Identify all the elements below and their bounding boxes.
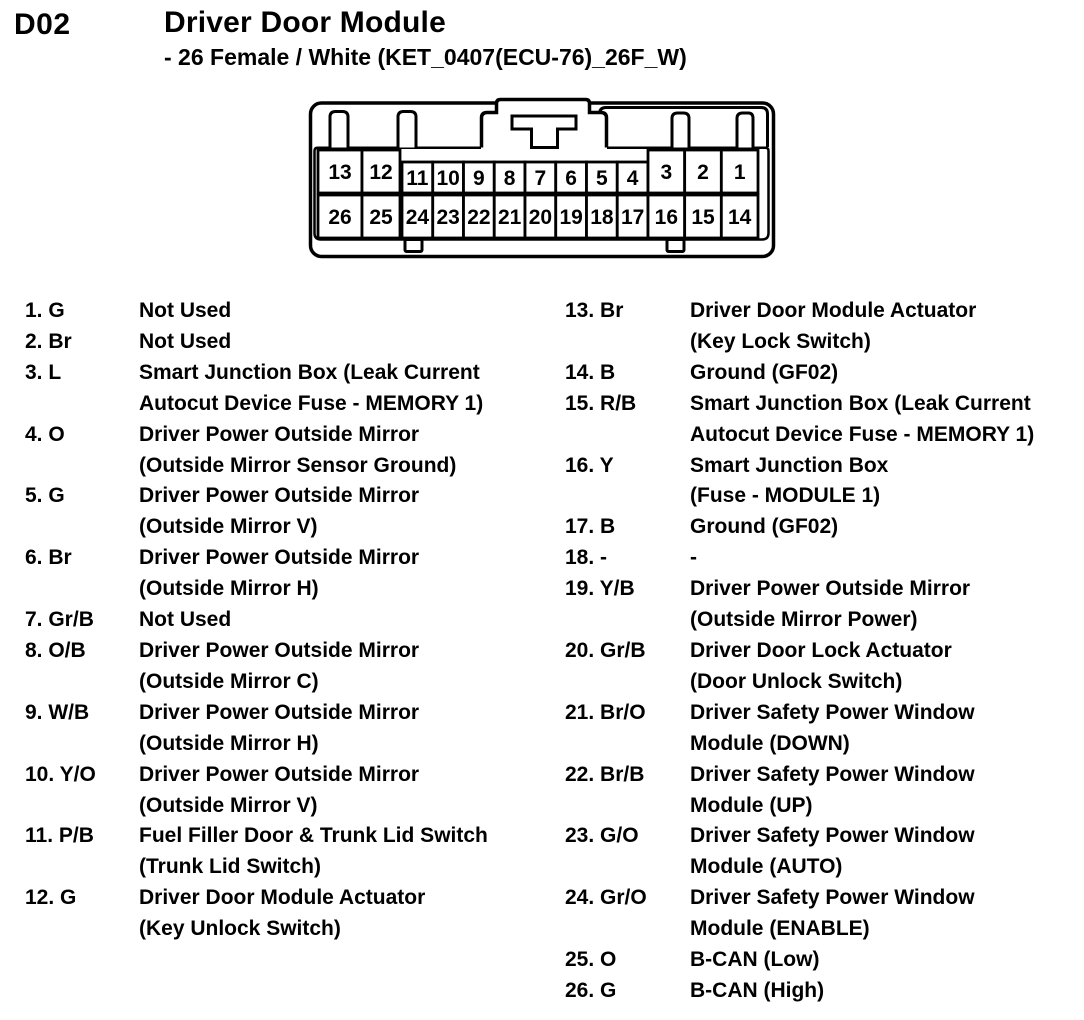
pin-description: Smart Junction Box (Leak Current Autocut Device Fuse - MEMORY 1): [139, 360, 484, 415]
connector-pin-grid: [318, 150, 758, 238]
pin-description: B-CAN (Low): [690, 948, 820, 972]
pin-label: 12. G: [25, 886, 77, 910]
pin-label: 21. Br/O: [565, 700, 646, 724]
connector-pin-number: 20: [528, 206, 553, 229]
pin-label: 23. G/O: [565, 824, 639, 848]
pin-description: Driver Power Outside Mirror (Outside Mirror H): [139, 700, 420, 755]
connector-pin-number: 22: [467, 206, 491, 229]
pin-description: Ground (GF02): [690, 360, 839, 384]
pin-row: [25, 420, 555, 482]
pin-label: 26. G: [565, 978, 617, 1002]
connector-pin-number: 1: [733, 161, 746, 184]
pin-description: B-CAN (High): [690, 978, 825, 1002]
pin-label: 14. B: [565, 360, 616, 384]
pin-description: -: [690, 546, 697, 570]
pin-row: [565, 698, 1084, 760]
connector-pin-number: 6: [565, 167, 577, 190]
pin-row: [565, 976, 1084, 1007]
pin-description: Driver Door Module Actuator (Key Lock Switch): [690, 299, 977, 353]
connector-pin-number: 23: [436, 206, 460, 229]
pin-description: Ground (GF02): [690, 515, 839, 539]
pin-description: Driver Safety Power Window Module (UP): [690, 762, 975, 817]
pin-label: 18. -: [565, 546, 608, 570]
pin-row: [25, 605, 555, 636]
pin-label: 7. Gr/B: [25, 608, 94, 632]
pin-label: 15. R/B: [565, 391, 637, 415]
pin-label: 1. G: [25, 299, 65, 322]
pin-label: 16. Y: [565, 453, 614, 477]
pin-description: Driver Safety Power Window Module (AUTO): [690, 824, 975, 879]
pin-row: [565, 574, 1084, 636]
connector-pin-number: 11: [406, 167, 429, 190]
pin-label: 3. L: [25, 360, 62, 384]
pin-description: Driver Power Outside Mirror (Outside Mirror V): [139, 762, 420, 817]
connector-pin-number: 7: [534, 167, 547, 190]
pin-label: 4. O: [25, 422, 65, 446]
pin-label: 25. O: [565, 948, 617, 972]
pin-description: Driver Power Outside Mirror (Outside Mirror C): [139, 638, 420, 693]
connector-pin-number: 14: [727, 206, 752, 229]
pin-description: Driver Power Outside Mirror (Outside Mirror H): [139, 546, 420, 601]
pin-row: [565, 945, 1084, 976]
connector-pin-number: 25: [369, 206, 393, 229]
pin-label: 11. P/B: [25, 824, 94, 848]
pin-row: [25, 698, 555, 760]
pin-row: [565, 543, 1084, 574]
pin-label: 9. W/B: [25, 700, 90, 724]
pin-label: 24. Gr/O: [565, 886, 647, 910]
pin-list-left: [25, 296, 555, 945]
connector-pin-number: 3: [660, 161, 673, 184]
connector-pin-number: 18: [590, 206, 614, 229]
pin-row: [565, 358, 1084, 389]
connector-bottom-tab: [667, 240, 684, 252]
pin-row: [565, 296, 1084, 358]
pin-row: [565, 451, 1084, 513]
pin-label: 10. Y/O: [25, 762, 96, 786]
connector-pin-number: 19: [559, 206, 583, 229]
pin-row: [25, 543, 555, 605]
connector-spec: - 26 Female / White (KET_0407(ECU-76)_26F_W): [164, 44, 687, 70]
page-title: Driver Door Module: [164, 6, 446, 39]
connector-pin-number: 2: [697, 161, 709, 184]
connector-pin-number: 10: [436, 167, 460, 190]
pin-description: Fuel Filler Door & Trunk Lid Switch (Trunk Lid Switch): [139, 824, 488, 879]
pin-row: [25, 358, 555, 420]
pin-description: Driver Power Outside Mirror (Outside Mirror Sensor Ground): [139, 422, 457, 477]
pin-label: 2. Br: [25, 329, 72, 353]
pin-description: Smart Junction Box (Leak Current Autocut Device Fuse - MEMORY 1): [690, 391, 1035, 446]
connector-pin-number: 24: [405, 206, 430, 229]
pin-label: 5. G: [25, 484, 65, 508]
connector-pin-number: 5: [596, 167, 608, 190]
pin-row: [565, 636, 1084, 698]
pin-label: 13. Br: [565, 299, 624, 322]
connector-code: D02: [14, 8, 71, 41]
pin-label: 19. Y/B: [565, 577, 635, 601]
pin-description: Driver Door Lock Actuator (Door Unlock Switch): [690, 638, 952, 693]
connector-bottom-tab: [405, 240, 422, 252]
connector-pin-number: 12: [369, 161, 393, 184]
pin-row: [565, 389, 1084, 451]
pin-row: [25, 481, 555, 543]
connector-rib: [672, 113, 689, 148]
pin-row: [25, 821, 555, 883]
pin-label: 8. O/B: [25, 638, 86, 662]
pin-list-right: [565, 296, 1084, 1007]
pin-row: [25, 636, 555, 698]
connector-pin-number: 15: [691, 206, 715, 229]
connector-pin-number: 13: [328, 161, 352, 184]
connector-pin-number: 9: [473, 167, 485, 190]
pin-label: 6. Br: [25, 546, 72, 570]
pin-row: [565, 883, 1084, 945]
pin-row: [25, 296, 555, 327]
connector-rib: [737, 113, 753, 148]
pin-description: Driver Door Module Actuator (Key Unlock Switch): [139, 886, 426, 941]
pin-row: [25, 883, 555, 945]
pin-description: Driver Safety Power Window Module (ENABLE): [690, 886, 975, 941]
pin-row: [25, 760, 555, 822]
connector-pin-number: 17: [620, 206, 645, 229]
pin-description: Driver Safety Power Window Module (DOWN): [690, 700, 975, 755]
connector-pin-number: 8: [503, 167, 516, 190]
pin-description: Not Used: [139, 329, 232, 353]
pin-row: [565, 821, 1084, 883]
connector-rib: [398, 112, 416, 148]
pin-label: 17. B: [565, 515, 616, 539]
connector-pin-number: 26: [328, 206, 352, 229]
connector-pin-number: 4: [626, 167, 639, 190]
pin-description: Not Used: [139, 299, 232, 322]
pin-description: Not Used: [139, 608, 232, 632]
pin-description: Driver Power Outside Mirror (Outside Mirror V): [139, 484, 420, 539]
pin-row: [565, 760, 1084, 822]
pin-row: [25, 327, 555, 358]
pin-label: 22. Br/B: [565, 762, 645, 786]
connector-pin-number: 16: [654, 206, 679, 229]
pin-label: 20. Gr/B: [565, 638, 646, 662]
pin-description: Driver Power Outside Mirror (Outside Mirror Power): [690, 577, 971, 632]
connector-diagram: [300, 94, 786, 264]
connector-rib: [330, 112, 348, 148]
connector-pin-number: 21: [497, 206, 522, 229]
pin-description: Smart Junction Box (Fuse - MODULE 1): [690, 453, 889, 508]
pin-row: [565, 512, 1084, 543]
